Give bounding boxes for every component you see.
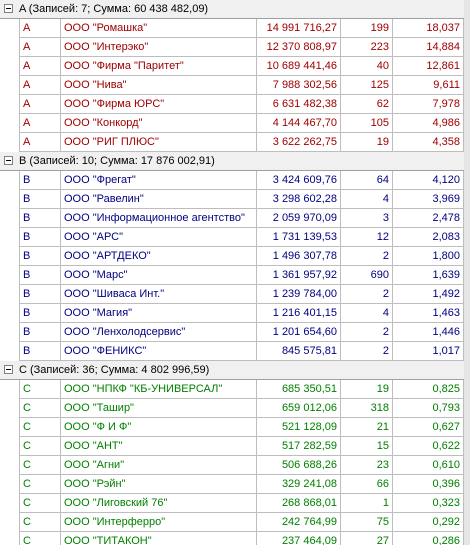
group-code-cell: C xyxy=(19,513,61,532)
share-cell: 0,396 xyxy=(393,475,464,494)
table-row[interactable] xyxy=(0,285,464,304)
count-cell: 318 xyxy=(341,399,393,418)
group-code-cell: B xyxy=(19,266,61,285)
group-header-row[interactable] xyxy=(0,0,464,19)
row-indent xyxy=(0,475,19,494)
amount-cell: 329 241,08 xyxy=(257,475,341,494)
count-cell: 2 xyxy=(341,247,393,266)
row-indent xyxy=(0,57,19,76)
table-row[interactable] xyxy=(0,399,464,418)
group-code-cell: C xyxy=(19,418,61,437)
share-cell: 0,323 xyxy=(393,494,464,513)
amount-cell: 14 991 716,27 xyxy=(257,19,341,38)
table-row[interactable] xyxy=(0,418,464,437)
amount-cell: 4 144 467,70 xyxy=(257,114,341,133)
row-indent xyxy=(0,209,19,228)
company-name-cell: ООО "Ташир" xyxy=(61,399,257,418)
count-cell: 223 xyxy=(341,38,393,57)
amount-cell: 6 631 482,38 xyxy=(257,95,341,114)
company-name-cell: ООО "Марс" xyxy=(61,266,257,285)
group-code-cell: B xyxy=(19,228,61,247)
group-code-cell: C xyxy=(19,437,61,456)
row-indent xyxy=(0,342,19,361)
share-cell: 0,622 xyxy=(393,437,464,456)
table-row[interactable] xyxy=(0,513,464,532)
share-cell: 1,492 xyxy=(393,285,464,304)
company-name-cell: ООО "НПКФ "КБ-УНИВЕРСАЛ" xyxy=(61,380,257,399)
group-code-cell: А xyxy=(19,133,61,152)
table-row[interactable] xyxy=(0,19,464,38)
row-indent xyxy=(0,323,19,342)
count-cell: 105 xyxy=(341,114,393,133)
amount-cell: 10 689 441,46 xyxy=(257,57,341,76)
group-code-cell: А xyxy=(19,57,61,76)
group-code-cell: B xyxy=(19,285,61,304)
amount-cell: 1 731 139,53 xyxy=(257,228,341,247)
share-cell: 3,969 xyxy=(393,190,464,209)
row-indent xyxy=(0,380,19,399)
amount-cell: 1 216 401,15 xyxy=(257,304,341,323)
company-name-cell: ООО "АНТ" xyxy=(61,437,257,456)
amount-cell: 845 575,81 xyxy=(257,342,341,361)
company-name-cell: ООО "Ромашка" xyxy=(61,19,257,38)
group-code-cell: B xyxy=(19,247,61,266)
row-indent xyxy=(0,114,19,133)
table-row[interactable] xyxy=(0,209,464,228)
count-cell: 1 xyxy=(341,494,393,513)
company-name-cell: ООО "Рэйн" xyxy=(61,475,257,494)
table-row[interactable] xyxy=(0,266,464,285)
count-cell: 4 xyxy=(341,304,393,323)
group-title: C (Записей: 36; Сумма: 4 802 996,59) xyxy=(19,364,210,376)
amount-cell: 1 496 307,78 xyxy=(257,247,341,266)
count-cell: 66 xyxy=(341,475,393,494)
group-code-cell: А xyxy=(19,95,61,114)
row-indent xyxy=(0,304,19,323)
company-name-cell: ООО "Конкорд" xyxy=(61,114,257,133)
group-code-cell: C xyxy=(19,532,61,545)
share-cell: 2,083 xyxy=(393,228,464,247)
row-indent xyxy=(0,418,19,437)
amount-cell: 3 622 262,75 xyxy=(257,133,341,152)
company-name-cell: ООО "Нива" xyxy=(61,76,257,95)
row-indent xyxy=(0,19,19,38)
row-indent xyxy=(0,513,19,532)
count-cell: 21 xyxy=(341,418,393,437)
count-cell: 199 xyxy=(341,19,393,38)
share-cell: 18,037 xyxy=(393,19,464,38)
share-cell: 0,627 xyxy=(393,418,464,437)
company-name-cell: ООО "РИГ ПЛЮС" xyxy=(61,133,257,152)
count-cell: 40 xyxy=(341,57,393,76)
share-cell: 4,358 xyxy=(393,133,464,152)
row-indent xyxy=(0,285,19,304)
row-indent xyxy=(0,494,19,513)
group-code-cell: B xyxy=(19,190,61,209)
row-indent xyxy=(0,247,19,266)
count-cell: 64 xyxy=(341,171,393,190)
group-code-cell: B xyxy=(19,323,61,342)
count-cell: 690 xyxy=(341,266,393,285)
collapse-toggle-icon[interactable] xyxy=(4,156,13,165)
share-cell: 9,611 xyxy=(393,76,464,95)
company-name-cell: ООО "Фрегат" xyxy=(61,171,257,190)
share-cell: 4,120 xyxy=(393,171,464,190)
table-row[interactable] xyxy=(0,76,464,95)
count-cell: 2 xyxy=(341,285,393,304)
company-name-cell: ООО "Ф И Ф" xyxy=(61,418,257,437)
share-cell: 14,884 xyxy=(393,38,464,57)
group-code-cell: А xyxy=(19,19,61,38)
row-indent xyxy=(0,38,19,57)
count-cell: 19 xyxy=(341,133,393,152)
collapse-toggle-icon[interactable] xyxy=(4,4,13,13)
group-code-cell: А xyxy=(19,76,61,95)
row-indent xyxy=(0,76,19,95)
table-row[interactable] xyxy=(0,247,464,266)
count-cell: 62 xyxy=(341,95,393,114)
table-row[interactable] xyxy=(0,57,464,76)
share-cell: 1,639 xyxy=(393,266,464,285)
amount-cell: 7 988 302,56 xyxy=(257,76,341,95)
table-row[interactable] xyxy=(0,475,464,494)
share-cell: 1,446 xyxy=(393,323,464,342)
group-code-cell: А xyxy=(19,114,61,133)
count-cell: 2 xyxy=(341,342,393,361)
row-indent xyxy=(0,95,19,114)
company-name-cell: ООО "Ленхолодсервис" xyxy=(61,323,257,342)
amount-cell: 685 350,51 xyxy=(257,380,341,399)
table-row[interactable] xyxy=(0,190,464,209)
company-name-cell: ООО "Фирма ЮРС" xyxy=(61,95,257,114)
row-indent xyxy=(0,532,19,545)
table-row[interactable] xyxy=(0,304,464,323)
group-code-cell: B xyxy=(19,171,61,190)
share-cell: 2,478 xyxy=(393,209,464,228)
company-name-cell: ООО "Шиваса Инт." xyxy=(61,285,257,304)
collapse-toggle-icon[interactable] xyxy=(4,365,13,374)
count-cell: 12 xyxy=(341,228,393,247)
table-row[interactable] xyxy=(0,380,464,399)
share-cell: 1,017 xyxy=(393,342,464,361)
table-row[interactable] xyxy=(0,133,464,152)
row-indent xyxy=(0,228,19,247)
group-code-cell: B xyxy=(19,304,61,323)
table-row[interactable] xyxy=(0,437,464,456)
table-row[interactable] xyxy=(0,323,464,342)
share-cell: 1,463 xyxy=(393,304,464,323)
amount-cell: 2 059 970,09 xyxy=(257,209,341,228)
group-code-cell: B xyxy=(19,209,61,228)
count-cell: 2 xyxy=(341,323,393,342)
amount-cell: 521 128,09 xyxy=(257,418,341,437)
amount-cell: 3 424 609,76 xyxy=(257,171,341,190)
share-cell: 0,793 xyxy=(393,399,464,418)
count-cell: 15 xyxy=(341,437,393,456)
share-cell: 4,986 xyxy=(393,114,464,133)
company-name-cell: ООО "АРС" xyxy=(61,228,257,247)
company-name-cell: ООО "ФЕНИКС" xyxy=(61,342,257,361)
group-code-cell: C xyxy=(19,399,61,418)
count-cell: 4 xyxy=(341,190,393,209)
count-cell: 3 xyxy=(341,209,393,228)
group-code-cell: А xyxy=(19,38,61,57)
amount-cell: 1 239 784,00 xyxy=(257,285,341,304)
table-row[interactable] xyxy=(0,494,464,513)
group-code-cell: B xyxy=(19,342,61,361)
amount-cell: 237 464,09 xyxy=(257,532,341,545)
amount-cell: 242 764,99 xyxy=(257,513,341,532)
company-name-cell: ООО "Интерэко" xyxy=(61,38,257,57)
table-row[interactable] xyxy=(0,228,464,247)
share-cell: 0,610 xyxy=(393,456,464,475)
row-indent xyxy=(0,190,19,209)
company-name-cell: ООО "Информационное агентство" xyxy=(61,209,257,228)
amount-cell: 659 012,06 xyxy=(257,399,341,418)
table-row[interactable] xyxy=(0,456,464,475)
table-row[interactable] xyxy=(0,171,464,190)
row-indent xyxy=(0,437,19,456)
count-cell: 75 xyxy=(341,513,393,532)
company-name-cell: ООО "АРТДЕКО" xyxy=(61,247,257,266)
amount-cell: 1 361 957,92 xyxy=(257,266,341,285)
table-row[interactable] xyxy=(0,532,464,545)
group-code-cell: C xyxy=(19,380,61,399)
group-code-cell: C xyxy=(19,494,61,513)
company-name-cell: ООО "Равелин" xyxy=(61,190,257,209)
amount-cell: 268 868,01 xyxy=(257,494,341,513)
company-name-cell: ООО "ТИТАКОН" xyxy=(61,532,257,545)
amount-cell: 3 298 602,28 xyxy=(257,190,341,209)
group-code-cell: C xyxy=(19,456,61,475)
share-cell: 1,800 xyxy=(393,247,464,266)
count-cell: 125 xyxy=(341,76,393,95)
company-name-cell: ООО "Магия" xyxy=(61,304,257,323)
amount-cell: 506 688,26 xyxy=(257,456,341,475)
amount-cell: 12 370 808,97 xyxy=(257,38,341,57)
amount-cell: 1 201 654,60 xyxy=(257,323,341,342)
row-indent xyxy=(0,456,19,475)
count-cell: 27 xyxy=(341,532,393,545)
share-cell: 0,825 xyxy=(393,380,464,399)
amount-cell: 517 282,59 xyxy=(257,437,341,456)
group-title: B (Записей: 10; Сумма: 17 876 002,91) xyxy=(19,155,215,167)
share-cell: 0,292 xyxy=(393,513,464,532)
row-indent xyxy=(0,133,19,152)
group-header-row[interactable] xyxy=(0,152,464,171)
share-cell: 12,861 xyxy=(393,57,464,76)
table-row[interactable] xyxy=(0,38,464,57)
company-name-cell: ООО "Агни" xyxy=(61,456,257,475)
group-code-cell: C xyxy=(19,475,61,494)
row-indent xyxy=(0,266,19,285)
row-indent xyxy=(0,399,19,418)
row-indent xyxy=(0,171,19,190)
table-row[interactable] xyxy=(0,342,464,361)
share-cell: 0,286 xyxy=(393,532,464,545)
share-cell: 7,978 xyxy=(393,95,464,114)
table-row[interactable] xyxy=(0,114,464,133)
company-name-cell: ООО "Интерферро" xyxy=(61,513,257,532)
company-name-cell: ООО "Фирма "Паритет" xyxy=(61,57,257,76)
count-cell: 23 xyxy=(341,456,393,475)
group-title: A (Записей: 7; Сумма: 60 438 482,09) xyxy=(19,3,209,15)
count-cell: 19 xyxy=(341,380,393,399)
vertical-scrollbar[interactable] xyxy=(464,0,470,545)
group-header-row[interactable] xyxy=(0,361,464,380)
table-row[interactable] xyxy=(0,95,464,114)
company-name-cell: ООО "Лиговский 76" xyxy=(61,494,257,513)
